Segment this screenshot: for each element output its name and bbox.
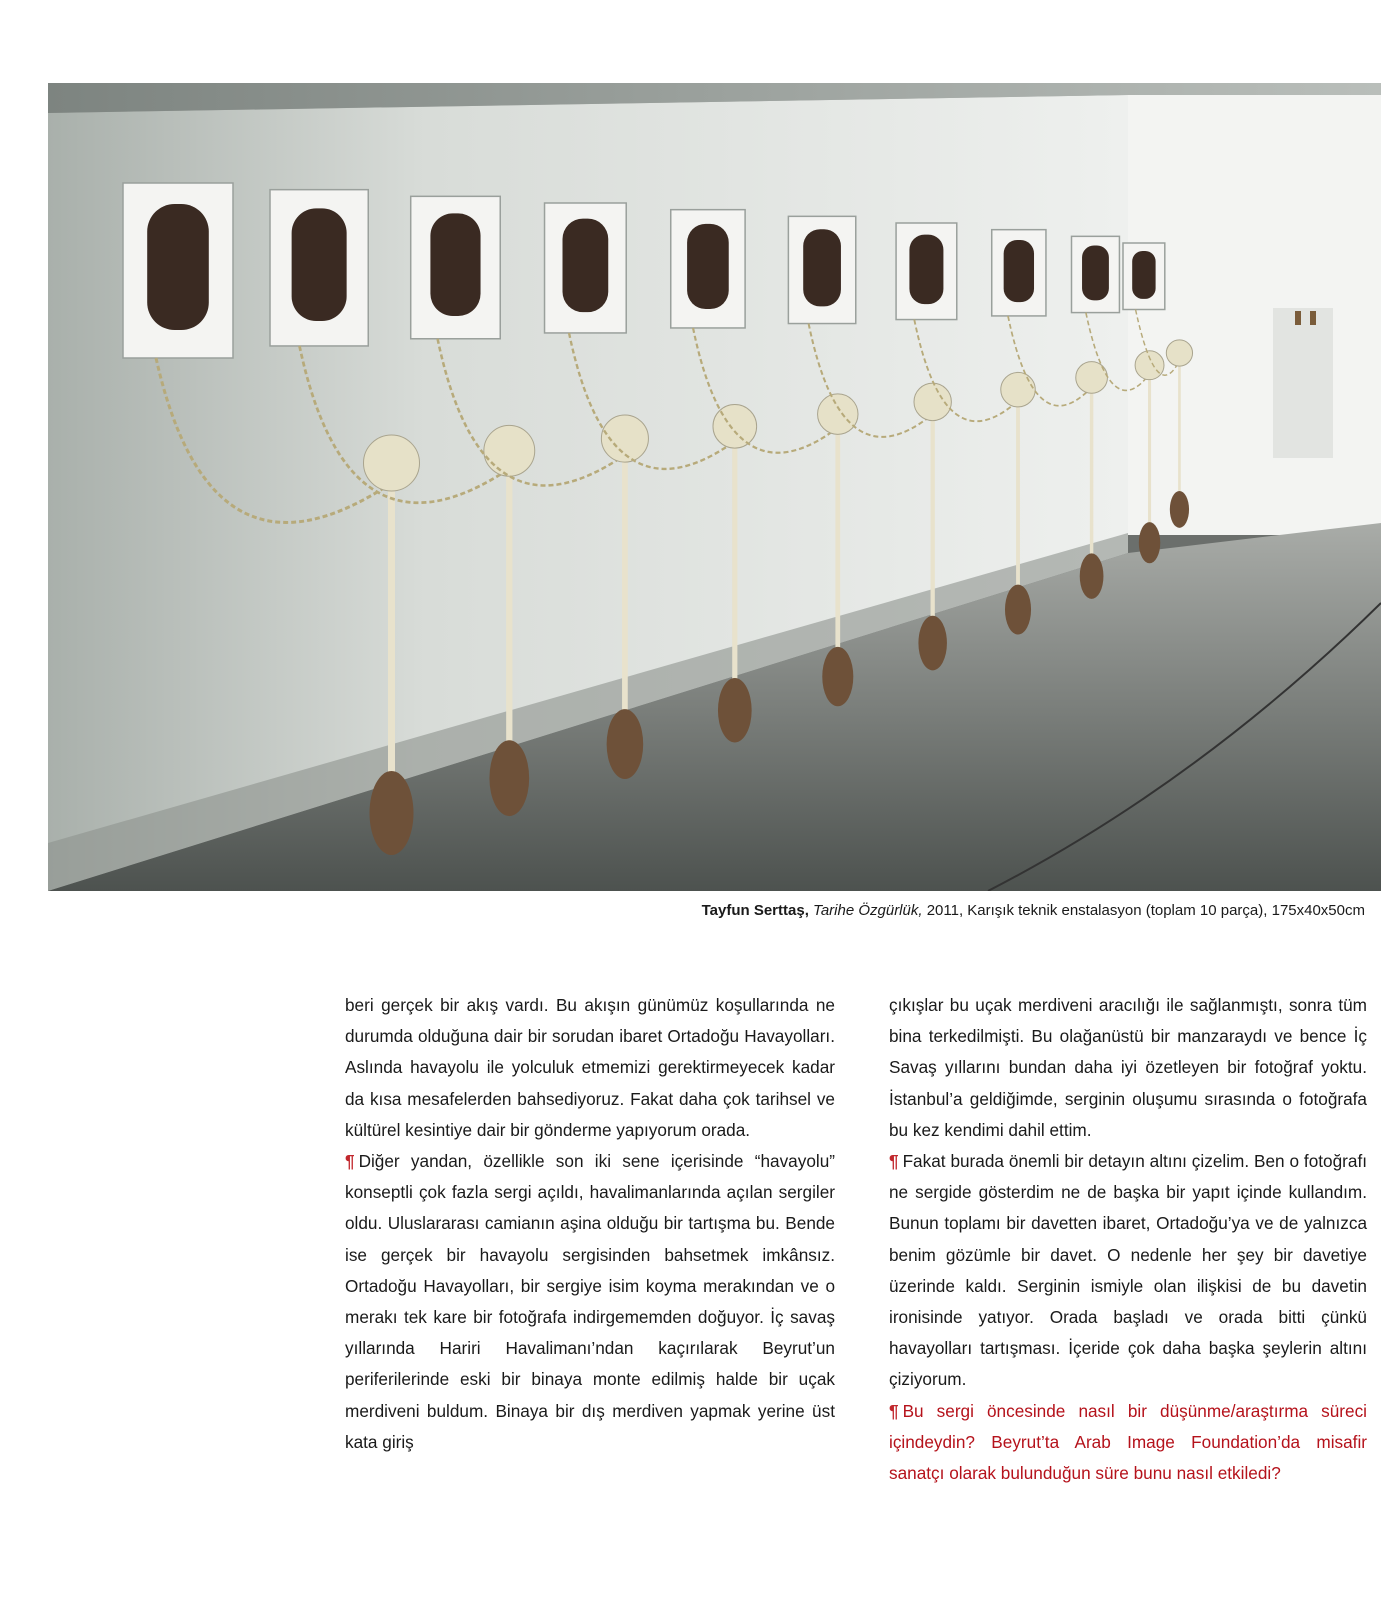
installation-photo — [48, 83, 1381, 891]
right-column — [889, 990, 1367, 1489]
pilcrow-icon: ¶ — [889, 1151, 899, 1172]
interview-question-text: Bu sergi öncesinde nasıl bir düşünme/araştırma süreci içindeydin? Beyrut’ta Arab Image Foundation’da misafir sanatçı olarak bulunduğun süre bunu nasıl etkiledi? — [889, 1400, 1367, 1484]
pilcrow-icon: ¶ — [345, 1151, 355, 1172]
photo-illustration — [48, 83, 1381, 891]
pilcrow-icon: ¶ — [889, 1400, 899, 1421]
wall-frame — [270, 190, 368, 346]
left-paragraph-1: beri gerçek bir akış vardı. Bu akışın günümüz koşullarında ne durumda olduğuna dair bir sorudan ibaret Ortadoğu Havayolları. Aslında havayolu ile yolculuk etmemizi gerektirmeyecek kadar da kısa mesafelerden bahsediyoruz. Fakat daha çok tarihsel ve kültürel kesintiye dair bir gönderme yapıyorum orada. — [345, 995, 835, 1140]
wall-frame — [788, 216, 855, 323]
wall-frame — [1072, 236, 1120, 312]
wall-frame — [123, 183, 233, 358]
left-column — [345, 990, 835, 1458]
wall-frame — [411, 196, 501, 338]
right-paragraph-2 — [889, 1146, 1367, 1396]
right-paragraph-1: çıkışlar bu uçak merdiveni aracılığı ile sağlanmıştı, sonra tüm bina terkedilmişti. Bu olağanüstü bir manzaraydı ve bence İç Savaş yıllarını bundan daha iyi özetleyen bir fotoğraf yoktu. İstanbul’a geldiğimde, serginin oluşumu sırasında o fotoğrafa bu kez kendimi dahil ettim. — [889, 995, 1367, 1140]
caption-details: 2011, Karışık teknik enstalasyon (toplam 10 parça), 175x40x50cm — [926, 902, 1365, 919]
wall-frame — [896, 223, 957, 320]
caption-artist: Tayfun Serttaş, — [701, 902, 809, 919]
wall-frame — [671, 210, 745, 328]
wall-frame — [1123, 243, 1165, 310]
right-paragraph-2-text: Fakat burada önemli bir detayın altını çizelim. Ben o fotoğrafı ne sergide gösterdim ne de başka bir yapıt içinde kullandım. Bunun toplamı bir davetten ibaret, Ortadoğu’ya ve de yalnızca benim gözümle bir davet. O nedenle her şey bir davetiye üzerinde kaldı. Serginin ismiyle olan ilişkisi de bu davetin ironisinde yatıyor. Orada başladı ve orada bitti çünkü havayolları tartışması. İçeride çok daha başka şeylerin altını çiziyorum. — [889, 1151, 1367, 1390]
wall-frame — [545, 203, 627, 333]
caption-work-title: Tarihe Özgürlük, — [813, 902, 923, 919]
left-paragraph-2 — [345, 1146, 835, 1458]
left-paragraph-2-text: Diğer yandan, özellikle son iki sene içerisinde “havayolu” konseptli çok fazla sergi açıldı, havalimanlarında açılan sergiler oldu. Uluslararası camianın aşina olduğu bir tartışma bu. Bende ise gerçek bir havayolu sergisinden bahsetmek imkânsız. Ortadoğu Havayolları, bir sergiye isim koyma merakından ve o merakı tek kare bir fotoğrafa indirgememden doğuyor. İç savaş yıllarında Hariri Havalimanı’ndan kaçırılarak Beyrut’un periferilerinde eski bir binaya monte edilmiş halde bir uçak merdiveni buldum. Binaya bir dış merdiven yapmak yerine üst kata giriş — [345, 1151, 835, 1452]
photo-caption — [702, 902, 1365, 919]
interview-question — [889, 1396, 1367, 1490]
wall-frame — [992, 230, 1046, 316]
